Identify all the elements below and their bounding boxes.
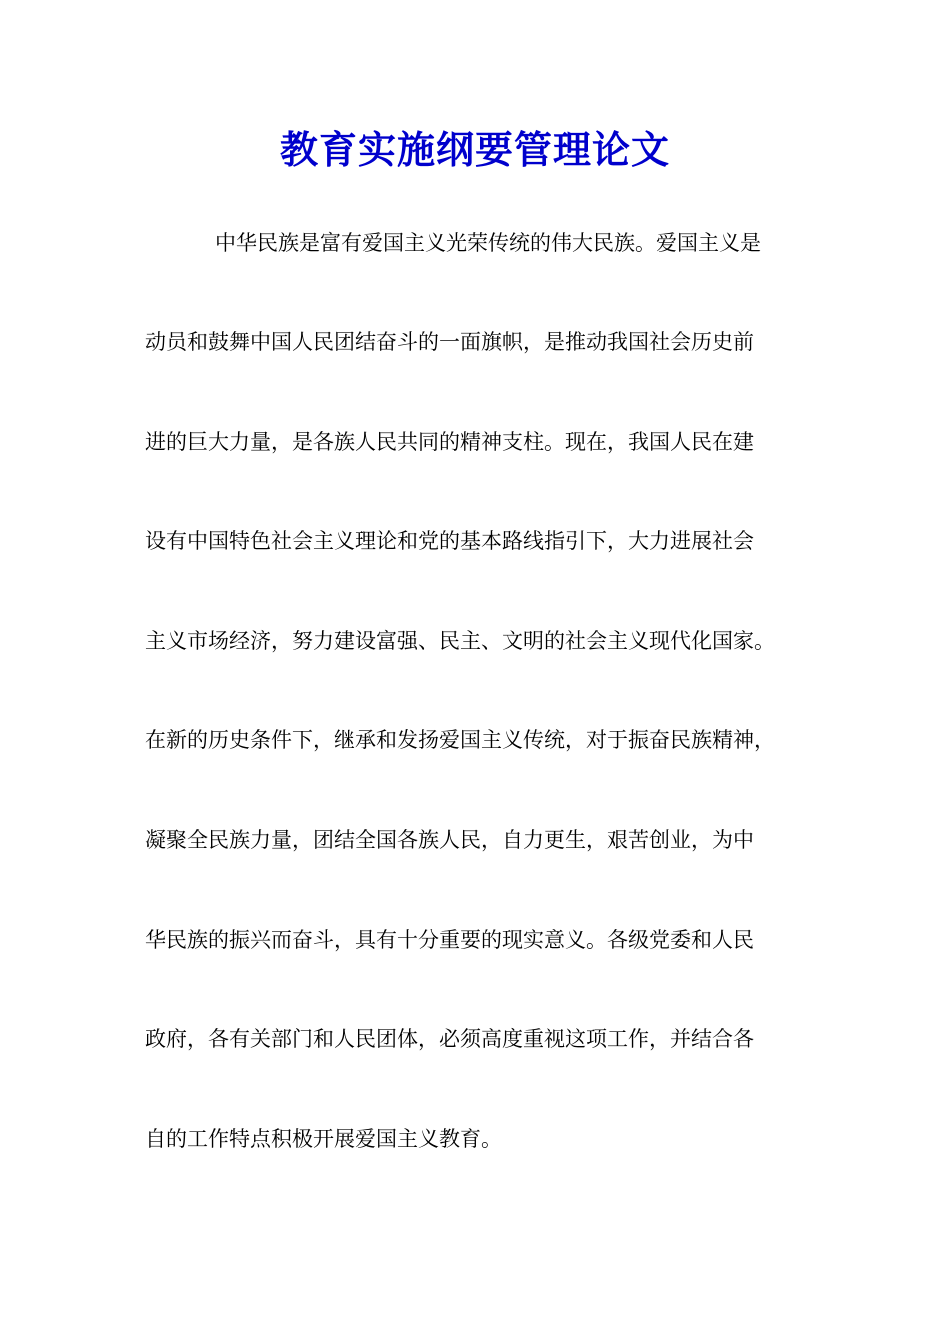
paragraph-line-2: 动员和鼓舞中国人民团结奋斗的一面旗帜，是推动我国社会历史前 [145, 330, 754, 354]
paragraph-line-6: 在新的历史条件下，继承和发扬爱国主义传统，对于振奋民族精神， [145, 728, 775, 752]
document-title: 教育实施纲要管理论文 [279, 127, 670, 172]
paragraph-line-10: 自的工作特点积极开展爱国主义教育。 [145, 1127, 502, 1151]
paragraph-line-3: 进的巨大力量，是各族人民共同的精神支柱。现在，我国人民在建 [145, 430, 754, 454]
paragraph-line-1: 中华民族是富有爱国主义光荣传统的伟大民族。爱国主义是 [215, 231, 761, 255]
paragraph-line-4: 设有中国特色社会主义理论和党的基本路线指引下，大力进展社会 [145, 529, 754, 553]
paragraph-line-8: 华民族的振兴而奋斗，具有十分重要的现实意义。各级党委和人民 [145, 928, 754, 952]
paragraph-line-7: 凝聚全民族力量，团结全国各族人民，自力更生，艰苦创业，为中 [145, 828, 754, 852]
paragraph-line-5: 主义市场经济，努力建设富强、民主、文明的社会主义现代化国家。 [145, 629, 775, 653]
paragraph-line-9: 政府，各有关部门和人民团体，必须高度重视这项工作，并结合各 [145, 1027, 754, 1051]
